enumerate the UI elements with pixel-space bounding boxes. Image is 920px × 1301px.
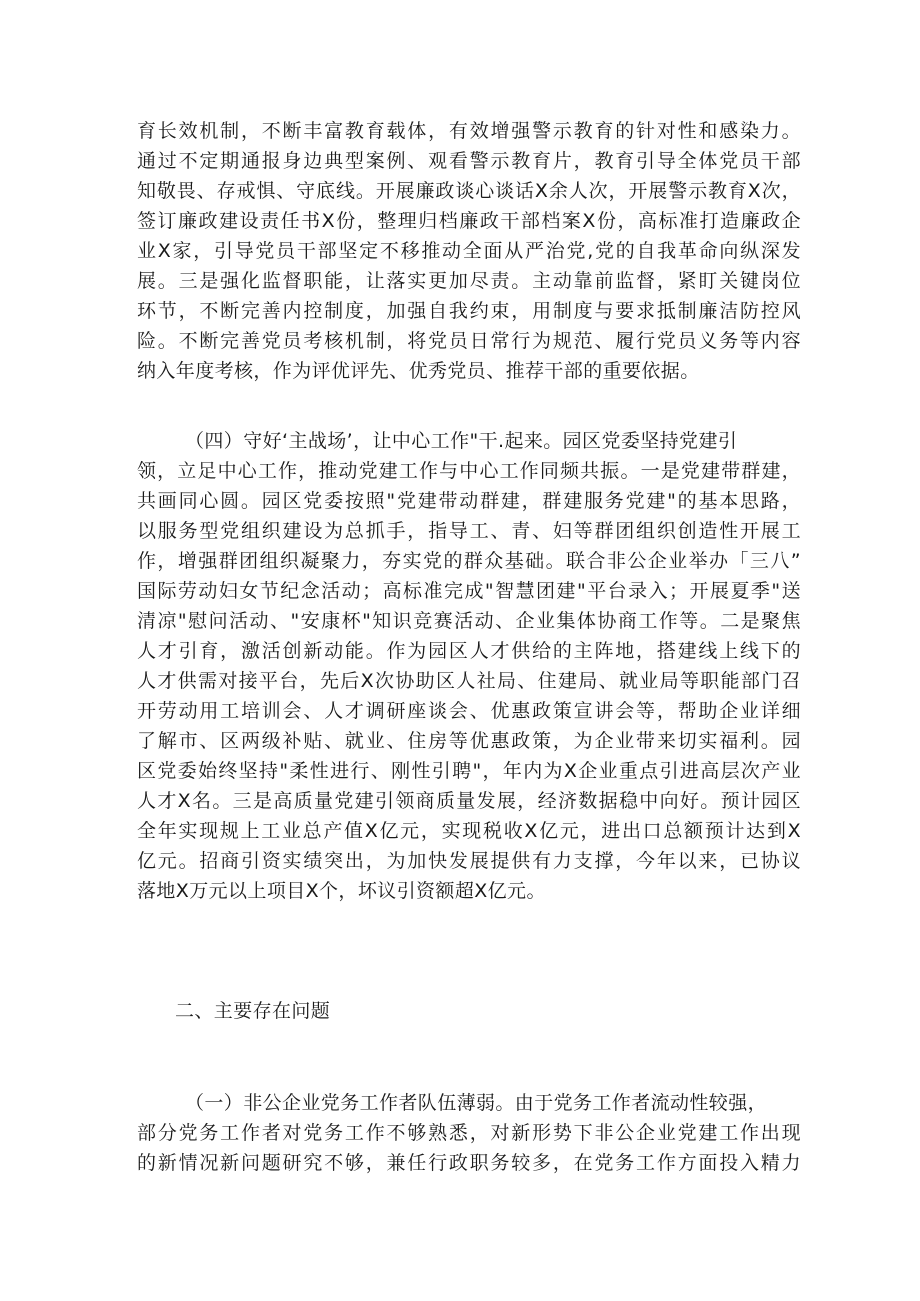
text-line: 亿元。招商引资实绩突出，为加快发展提供有力支撑，今年以来，已协议 [137, 850, 801, 872]
text-line: 区党委始终坚持"柔性进行、刚性引聘"，年内为X企业重点引进高层次产业 [137, 760, 801, 782]
paragraph-discipline-education [137, 116, 801, 386]
text-line: 签订廉政建设责任书X份，整理归档廉政干部档案X份，高标准打造廉政企 [137, 210, 801, 232]
text-line: 人才X名。三是高质量党建引领商质量发展，经济数据稳中向好。预计园区 [137, 790, 801, 812]
text-line: 落地X万元以上项目X个，坏议引资额超X亿元。 [137, 880, 546, 902]
text-line: 清凉"慰问活动、"安康杯"知识竞赛活动、企业集体协商工作等。二是聚焦 [137, 610, 801, 632]
text-line: 业X家，引导党员干部坚定不移推动全面从严治党,党的自我革命向纵深发 [137, 240, 801, 262]
text-line-indented: （四）守好‘主战场’，让中心工作"干.起来。园区党委坚持党建引 [185, 430, 738, 452]
text-line: 险。不断完善党员考核机制，将党员日常行为规范、履行党员义务等内容 [137, 330, 801, 352]
text-line: 国际劳动妇女节纪念活动；高标准完成"智慧团建"平台录入；开展夏季"送 [137, 580, 801, 602]
text-line: 的新情况新问题研究不够，兼任行政职务较多，在党务工作方面投入精力 [137, 1152, 801, 1174]
text-line: 部分党务工作者对党务工作不够熟悉，对新形势下非公企业党建工作出现 [137, 1122, 801, 1144]
text-line: 作，增强群团组织凝聚力，夯实党的群众基础。联合非公企业举办「三八” [137, 550, 801, 572]
text-line: 纳入年度考核，作为评优评先、优秀党员、推荐干部的重要依据。 [137, 360, 700, 382]
section-heading-problems [137, 996, 801, 1026]
text-line: 育长效机制，不断丰富教育载体，有效增强警示教育的针对性和感染力。 [137, 120, 801, 142]
section-heading: 二、主要存在问题 [175, 1000, 331, 1022]
paragraph-main-battlefield [137, 426, 801, 906]
text-line: 通过不定期通报身边典型案例、观看警示教育片，教育引导全体党员干部 [137, 150, 801, 172]
text-line: 人才供需对接平台，先后X次协助区人社局、住建局、就业局等职能部门召 [137, 670, 801, 692]
text-line: 展。三是强化监督职能，让落实更加尽责。主动靠前监督，紧盯关键岗位 [137, 270, 801, 292]
text-line-indented: （一）非公企业党务工作者队伍薄弱。由于党务工作者流动性较强， [185, 1092, 768, 1114]
text-line: 以服务型党组织建设为总抓手，指导工、青、妇等群团组织创造性开展工 [137, 520, 801, 542]
text-line: 了解市、区两级补贴、就业、住房等优惠政策，为企业带来切实福利。园 [137, 730, 801, 752]
paragraph-party-workers [137, 1088, 801, 1178]
text-line: 开劳动用工培训会、人才调研座谈会、优惠政策宣讲会等，帮助企业详细 [137, 700, 801, 722]
text-line: 领，立足中心工作，推动党建工作与中心工作同频共振。一是党建带群建， [137, 460, 801, 482]
text-line: 共画同心圆。园区党委按照"党建带动群建，群建服务党建"的基本思路， [137, 490, 801, 512]
text-line: 全年实现规上工业总产值X亿元，实现税收X亿元，进出口总额预计达到X [137, 820, 801, 842]
text-line: 知敬畏、存戒惧、守底线。开展廉政谈心谈话X余人次，开展警示教育X次， [137, 180, 801, 202]
text-line: 环节，不断完善内控制度，加强自我约束，用制度与要求抵制廉洁防控风 [137, 300, 801, 322]
text-line: 人才引育，激活创新动能。作为园区人才供给的主阵地，搭建线上线下的 [137, 640, 801, 662]
